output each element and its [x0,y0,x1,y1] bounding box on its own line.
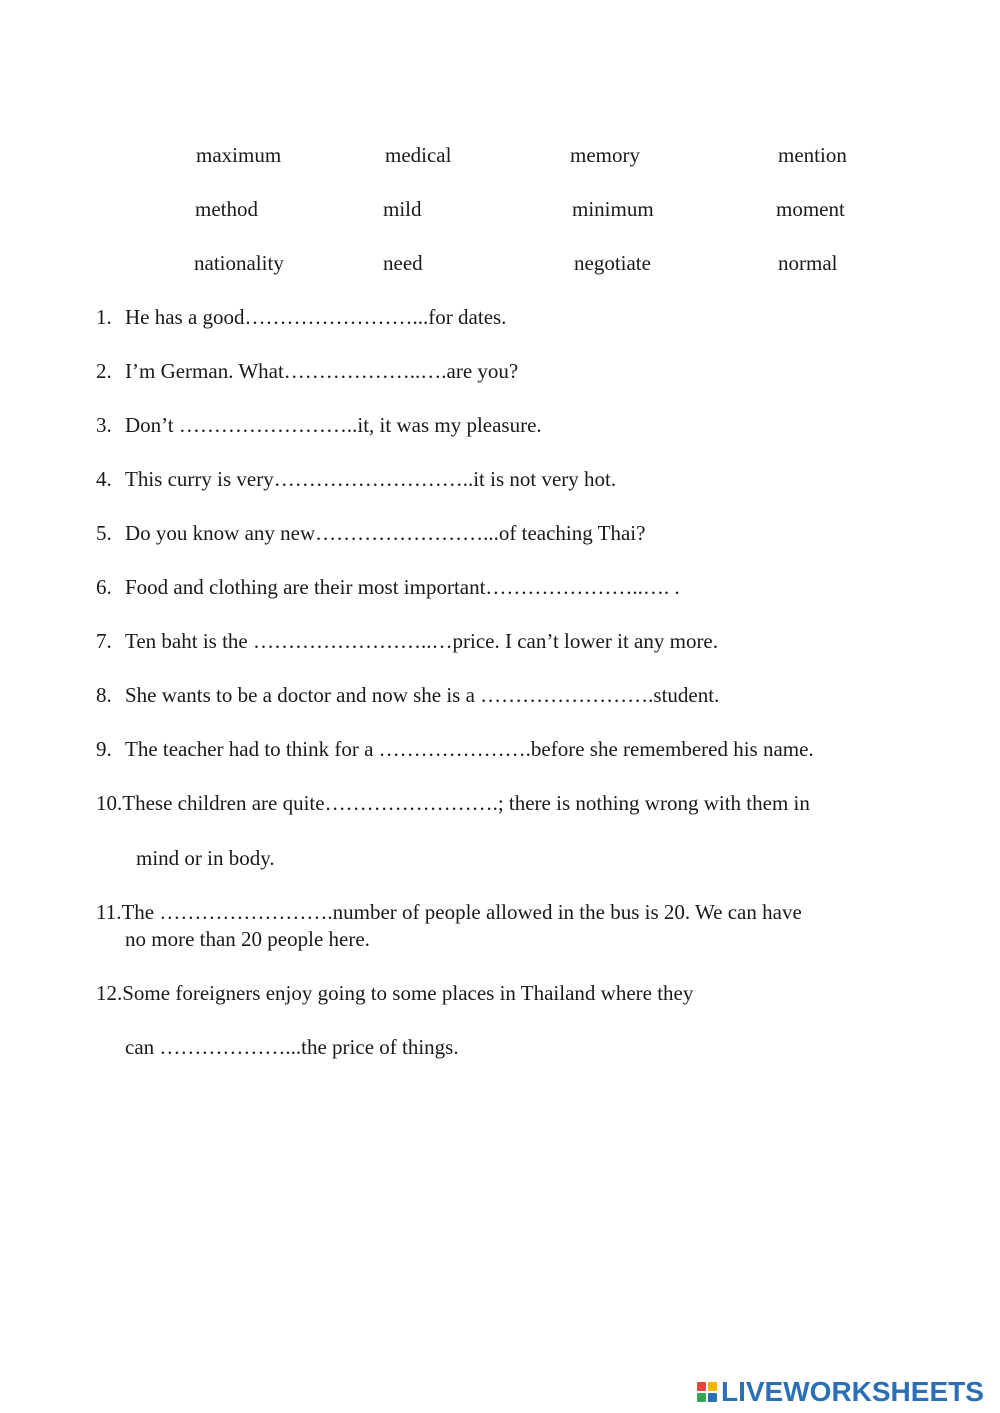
question-number: 5. [96,521,112,545]
question-number: 1. [96,305,112,329]
word-bank-item: negotiate [574,251,651,275]
question-number: 8. [96,683,112,707]
word-bank-item: minimum [572,197,654,221]
question-text: Ten baht is the ……………………..…price. I can’t lower it any more. [125,629,719,653]
question-1 [96,304,506,330]
question-text: She wants to be a doctor and now she is a …………………….student. [125,683,720,707]
question-text: The …………………….number of people allowed in the bus is 20. We can have [121,900,802,924]
question-text: He has a good……………………...for dates. [125,305,507,329]
word-bank-item: mention [778,143,847,167]
question-5 [96,520,645,546]
logo-icon [697,1382,717,1402]
question-12 [96,980,693,1006]
word-bank-item: memory [570,143,640,167]
word-bank-item: normal [778,251,838,275]
question-text: The teacher had to think for a ………………….before she remembered his name. [125,737,814,761]
question-number: 9. [96,737,112,761]
question-text: Some foreigners enjoy going to some places in Thailand where they [122,981,694,1005]
word-bank-item: maximum [196,143,282,167]
question-text: I’m German. What………………..….are you? [125,359,519,383]
logo-text: LIVEWORKSHEETS [721,1376,984,1407]
question-number: 12. [96,981,123,1005]
question-number: 2. [96,359,112,383]
word-bank-item: mild [383,197,422,221]
question-text: Food and clothing are their most important…………………..…. . [125,575,680,599]
question-text: Don’t ……………………..it, it was my pleasure. [125,413,542,437]
question-10 [96,790,810,816]
question-number: 3. [96,413,112,437]
question-6 [96,574,680,600]
question-text: Do you know any new……………………...of teaching Thai? [125,521,646,545]
question-9 [96,736,814,762]
question-number: 10. [96,791,123,815]
question-4 [96,466,616,492]
word-bank-item: moment [776,197,845,221]
word-bank-item: method [195,197,258,221]
question-7 [96,628,718,654]
question-8 [96,682,719,708]
question-number: 6. [96,575,112,599]
question-number: 11. [96,900,122,924]
question-10-continuation: mind or in body. [136,846,275,870]
question-11-continuation: no more than 20 people here. [125,927,370,951]
liveworksheets-logo [697,1377,984,1407]
question-2 [96,358,518,384]
question-text: This curry is very………………………..it is not very hot. [125,467,617,491]
question-text: These children are quite…………………….; there is nothing wrong with them in [122,791,810,815]
word-bank-item: medical [385,143,452,167]
question-3 [96,412,542,438]
question-12-continuation: can ………………...the price of things. [125,1035,459,1059]
word-bank-item: nationality [194,251,284,275]
question-number: 4. [96,467,112,491]
question-11 [96,899,802,925]
word-bank-item: need [383,251,423,275]
question-number: 7. [96,629,112,653]
